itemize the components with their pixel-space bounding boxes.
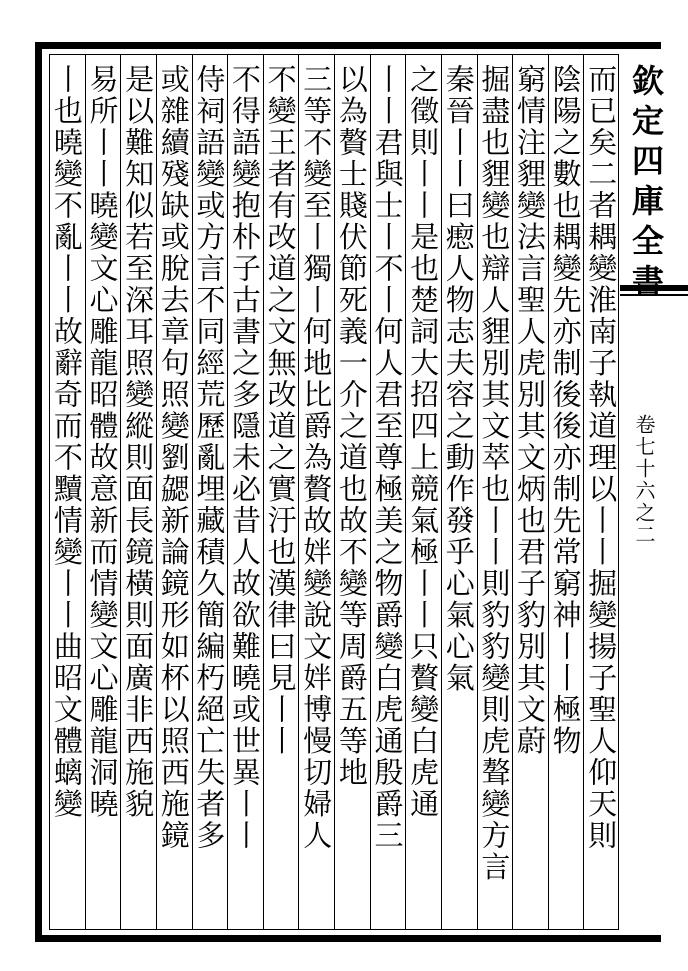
- text-column: 而已矣二者耦變淮南子執道理以丨丨掘變揚子聖人仰天則: [584, 64, 619, 852]
- text-column: 三等不變至丨獨丨何地比爵為贅故姅變說文姅博慢切婦人: [299, 64, 334, 852]
- text-column: 不變王者有改道之文無改道之實汙也漢律曰見丨丨: [263, 64, 298, 757]
- text-column: 窮情注貍變法言聖人虎別其文炳也君子豹別其文蔚: [512, 64, 547, 757]
- book-title: 欽定四庫全書: [627, 64, 665, 304]
- text-column: 不得語變抱朴子古書之多隱未必昔人故欲難曉或世異丨丨: [227, 64, 262, 852]
- text-column: 或雜續殘缺或脫去章句照變劉勰新論鏡形如杯以照西施鏡: [156, 64, 191, 852]
- text-column: 是以難知似若至深耳照變縱則面長鏡橫則面廣非西施貌: [121, 64, 156, 820]
- text-column: 易所丨丨曉變文心雕龍昭體故意新而情變文心雕龍洞曉: [85, 64, 120, 820]
- text-column: 丨丨君與士丨不丨何人君至尊極美之物爵變白虎通殷爵三: [370, 64, 405, 852]
- text-column: 以為贅士賤伏節死義一介之道也故不變等周爵五等地: [334, 64, 369, 789]
- text-column: 秦晉丨丨曰瘛人物志夫容之動作發乎心氣心氣: [441, 64, 476, 694]
- text-column: 陰陽之數也耦變先亦制後後亦制先常窮神丨丨極物: [548, 64, 583, 757]
- text-column: 掘盡也貍變也辯人貍別其文萃也丨丨則豹豹變則虎聱變方言: [477, 64, 512, 883]
- text-column: 侍祠語變或方言不同經荒歷亂埋藏積久簡編朽絕亡失者多: [192, 64, 227, 852]
- text-column: 之徵則丨丨是也楚詞大招四上競氣極丨丨只贅變白虎通: [406, 64, 441, 820]
- text-column: 丨也曉變不亂丨丨故辭奇而不黷情變丨丨曲昭文體螭變: [49, 64, 84, 820]
- volume-label: 卷七十六之二: [632, 414, 656, 546]
